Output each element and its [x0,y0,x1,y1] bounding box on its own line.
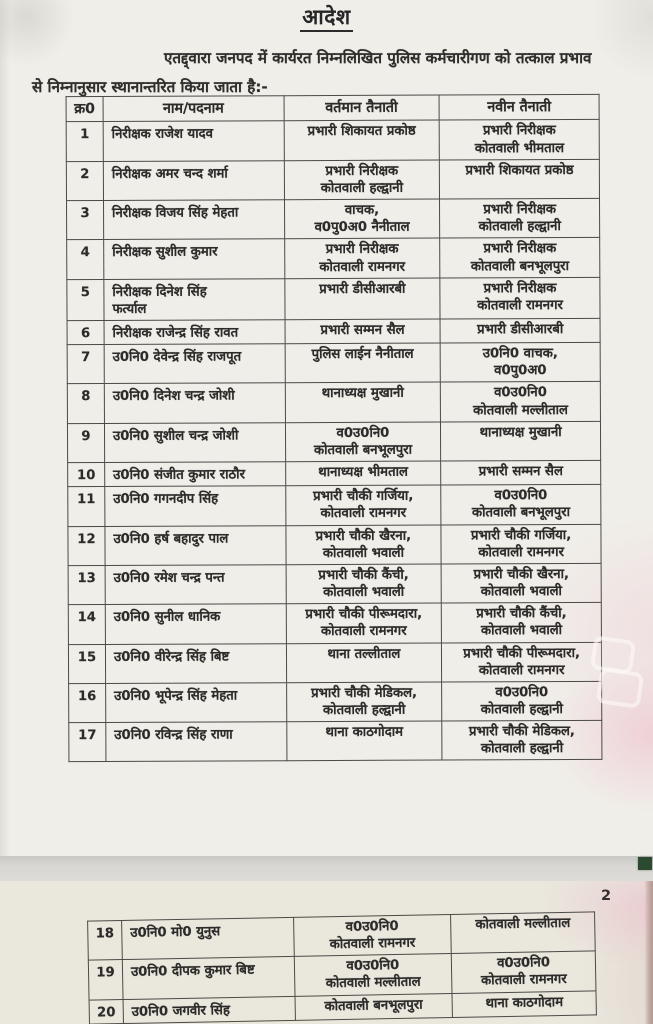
table-row [69,720,602,762]
new-posting-cell: प्रभारी डीसीआरबी [440,318,600,343]
name-cell: उ0नि0 वीरेन्द्र सिंह बिष्ट [105,643,286,683]
page-gap-band [0,856,653,881]
row-number-cell: 6 [67,321,104,345]
name-cell: उ0नि0 रविन्द्र सिंह राणा [106,722,287,762]
row-number-cell: 10 [68,463,105,487]
scan-watermark-ring [596,667,645,709]
new-posting-cell: प्रभारी निरीक्षक कोतवाली बनभूलपुरा [440,238,600,278]
new-posting-cell: व0उ0नि0 कोतवाली बनभूलपुरा [441,485,601,525]
intro-line-2: से निम्नानुसार स्थानान्तरित किया जाता है:- [32,77,268,96]
new-posting-cell: प्रभारी चौकी गर्जिया, कोतवाली रामनगर [441,524,601,564]
row-number-cell: 8 [67,384,104,423]
row-number-cell: 19 [88,960,123,1000]
current-posting-cell: व0उ0नि0 कोतवाली मल्लीताल [294,954,452,996]
current-posting-cell: प्रभारी चौकी मेडिकल, कोतवाली हल्द्वानी [286,682,442,722]
new-posting-cell: प्रभारी चौकी पीरूमदारा, कोतवाली रामनगर [442,642,602,682]
current-posting-cell: पुलिस लाईन नैनीताल [285,343,441,383]
new-posting-cell: व0उ0नि0 कोतवाली मल्लीताल [441,382,601,422]
row-number-cell: 3 [67,201,104,240]
row-number-cell: 17 [69,723,106,762]
table-row [67,198,600,240]
current-posting-cell: थानाध्यक्ष भीमताल [285,461,441,486]
table-row [69,681,602,723]
new-posting-cell: कोतवाली मल्लीताल [451,912,595,954]
table-row [68,642,601,684]
row-number-cell: 9 [67,423,104,462]
name-cell: निरीक्षक विजय सिंह मेहता [103,200,284,240]
current-posting-cell: प्रभारी निरीक्षक कोतवाली हल्द्वानी [284,160,440,200]
row-number-cell: 13 [68,565,105,604]
row-number-cell: 4 [67,240,104,279]
current-posting-cell: कोतवाली बनभूलपुरा [295,993,453,1020]
row-number-cell: 14 [68,605,105,644]
new-posting-cell: प्रभारी चौकी कैंची, कोतवाली भवाली [442,603,602,643]
table-row [67,421,600,463]
table-row [67,343,600,385]
name-cell: उ0नि0 सुशील चन्द्र जोशी [104,423,285,463]
transfer-table-page2 [87,911,597,1024]
current-posting-cell: थाना तल्लीताल [286,643,442,683]
table-row [66,120,599,162]
new-posting-cell: व0उ0नि0 कोतवाली रामनगर [452,951,596,993]
table-row [68,603,601,645]
name-cell: उ0नि0 देवेन्द्र सिंह राजपूत [104,344,285,384]
column-header: क्र0 [66,97,103,123]
table-row [68,524,601,566]
new-posting-cell: प्रभारी सम्मन सैल [441,460,601,485]
row-number-cell: 1 [66,122,103,161]
scan-edge-fold [645,881,653,1024]
table-row [68,563,601,605]
new-posting-cell: प्रभारी चौकी खैरना, कोतवाली भवाली [441,563,601,603]
current-posting-cell: प्रभारी चौकी पीरूमदारा, कोतवाली रामनगर [286,603,442,643]
current-posting-cell: थाना काठगोदाम [286,721,442,761]
page-number: 2 [601,888,612,904]
new-posting-cell: प्रभारी निरीक्षक कोतवाली हल्द्वानी [440,198,600,238]
name-cell: निरीक्षक राजेन्द्र सिंह रावत [104,320,285,345]
name-cell: उ0नि0 गगनदीप सिंह [105,486,286,526]
current-posting-cell: वाचक, व0पु0अ0 नैनीताल [284,199,440,239]
name-cell: उ0नि0 रमेश चन्द्र पन्त [105,565,286,605]
name-cell: निरीक्षक दिनेश सिंह फर्त्याल [104,278,285,320]
current-posting-cell: प्रभारी डीसीआरबी [284,278,440,320]
current-posting-cell: प्रभारी चौकी गर्जिया, कोतवाली रामनगर [285,485,441,525]
column-header: नाम/पदनाम [103,96,284,122]
name-cell: उ0नि0 हर्ष बहादुर पाल [105,525,286,565]
new-posting-cell: थाना काठगोदाम [452,990,596,1017]
name-cell: निरीक्षक सुशील कुमार [104,239,285,279]
current-posting-cell: प्रभारी चौकी कैंची, कोतवाली भवाली [286,564,442,604]
page-title-text: आदेश [300,5,352,32]
page-title [0,3,653,31]
name-cell: उ0नि0 भूपेन्द्र सिंह मेहता [106,683,287,723]
row-number-cell: 11 [68,487,105,526]
new-posting-cell: थानाध्यक्ष मुखानी [441,421,601,461]
new-posting-cell: प्रभारी निरीक्षक कोतवाली भीमताल [439,120,599,160]
current-posting-cell: प्रभारी चौकी खैरना, कोतवाली भवाली [285,525,441,565]
transfer-table-page1 [66,94,603,763]
table-row [67,382,600,424]
new-posting-cell: प्रभारी शिकायत प्रकोष्ठ [440,159,600,199]
new-posting-cell: प्रभारी चौकी मेडिकल, कोतवाली हल्द्वानी [442,720,602,760]
table-row [68,485,601,527]
table-row [67,277,600,321]
intro-line-1: एतद्द्वारा जनपद में कार्यरत निम्नलिखित पुलिस कर्मचारीगण को तत्काल प्रभाव [164,49,592,67]
new-posting-cell: व0उ0नि0 कोतवाली हल्द्वानी [442,681,602,721]
name-cell: उ0नि0 जगवीर सिंह [123,996,295,1023]
row-number-cell: 15 [68,644,105,683]
row-number-cell: 12 [68,526,105,565]
current-posting-cell: थानाध्यक्ष मुखानी [285,383,441,423]
column-header: नवीन तैनाती [439,94,599,120]
column-header: वर्तमान तैनाती [284,95,440,121]
table-row [66,159,599,201]
current-posting-cell: प्रभारी शिकायत प्रकोष्ठ [284,120,440,160]
table-row [68,460,601,486]
current-posting-cell: व0उ0नि0 कोतवाली रामनगर [293,914,451,956]
row-number-cell: 16 [69,683,106,722]
table-row [67,318,600,344]
name-cell: निरीक्षक अमर चन्द शर्मा [103,160,284,200]
table-header-row [66,94,599,122]
name-cell: उ0नि0 सुनील धानिक [105,604,286,644]
name-cell: निरीक्षक राजेश यादव [103,121,284,161]
current-posting-cell: प्रभारी निरीक्षक कोतवाली रामनगर [284,238,440,278]
row-number-cell: 20 [89,999,123,1024]
name-cell: उ0नि0 दिनेश चन्द्र जोशी [104,383,285,423]
row-number-cell: 2 [66,161,103,200]
current-posting-cell: प्रभारी सम्मन सैल [285,319,441,344]
table-row [67,238,600,280]
new-posting-cell: उ0नि0 वाचक, व0पु0अ0 [440,343,600,383]
row-number-cell: 7 [67,345,104,384]
row-number-cell: 18 [88,921,123,961]
scan-green-mark [638,857,652,870]
new-posting-cell: प्रभारी निरीक्षक कोतवाली रामनगर [440,277,600,319]
name-cell: उ0नि0 संजीत कुमार राठौर [105,462,286,487]
row-number-cell: 5 [67,279,104,320]
name-cell: उ0नि0 मो0 युनुस [122,917,294,959]
current-posting-cell: व0उ0नि0 कोतवाली बनभूलपुरा [285,422,441,462]
name-cell: उ0नि0 दीपक कुमार बिष्ट [122,957,294,999]
